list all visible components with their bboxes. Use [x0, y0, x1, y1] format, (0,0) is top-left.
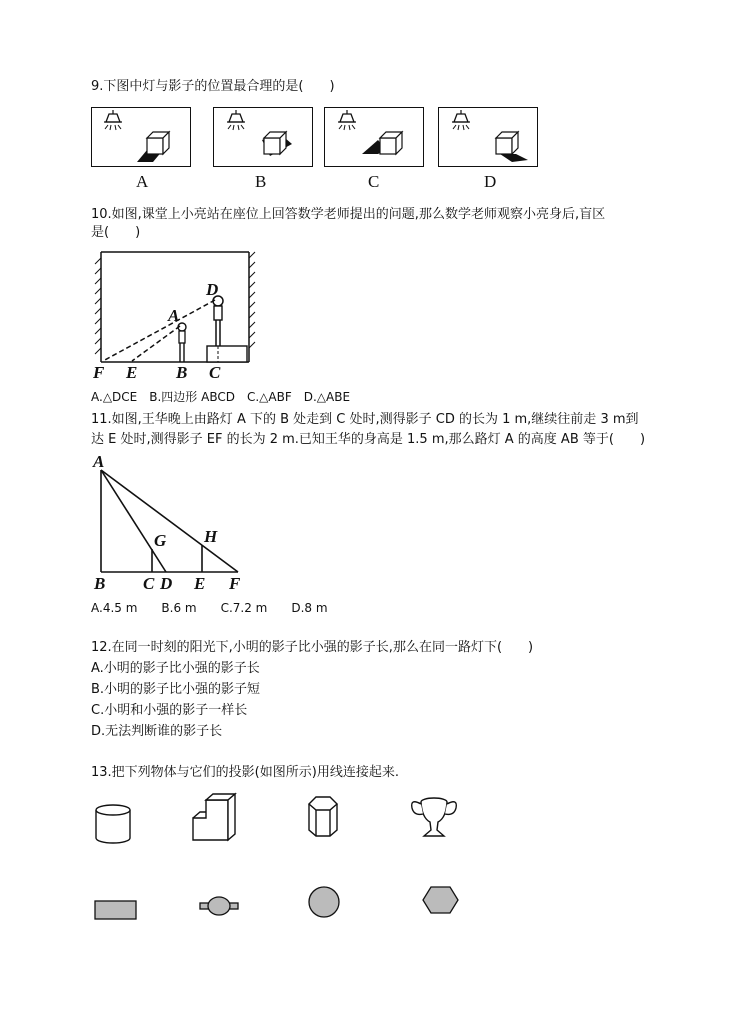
circle-projection-icon: [309, 887, 339, 917]
q10-label-b: B: [176, 363, 188, 382]
ellipse-projection-icon: [200, 897, 238, 915]
q11-label-d: D: [160, 574, 173, 593]
q10-label-a: A: [168, 306, 180, 325]
q9-option-c: C: [368, 172, 380, 191]
rectangle-projection-icon: [95, 901, 136, 919]
q10-label-d: D: [206, 280, 219, 299]
q10-label-e: E: [126, 363, 138, 382]
hexagon-projection-icon: [423, 887, 458, 913]
q11-label-c: C: [143, 574, 155, 593]
q10-text-line1: 10.如图,课堂上小亮站在座位上回答数学老师提出的问题,那么数学老师观察小亮身后,盲区: [91, 207, 606, 222]
q10-choices: A.△DCE B.四边形 ABCD C.△ABF D.△ABE: [91, 390, 351, 404]
q12-option-c: C.小明和小强的影子一样长: [91, 703, 248, 718]
q13-text: 13.把下列物体与它们的投影(如图所示)用线连接起来.: [91, 765, 399, 780]
q9-text: 9.下图中灯与影子的位置最合理的是( ): [91, 79, 335, 94]
q11-label-b: B: [94, 574, 106, 593]
trophy-cup-icon: [412, 798, 457, 836]
q12-option-d: D.无法判断谁的影子长: [91, 724, 223, 739]
q10-label-c: C: [209, 363, 221, 382]
q10-label-f: F: [93, 363, 105, 382]
q11-text-line1: 11.如图,王华晚上由路灯 A 下的 B 处走到 C 处时,测得影子 CD 的长为 1 m,继续往前走 3 m到: [91, 412, 639, 427]
q10-text-line2: 是( ): [91, 225, 141, 240]
q9-option-d: D: [484, 172, 497, 191]
q9-option-b: B: [255, 172, 267, 191]
q11-label-e: E: [194, 574, 206, 593]
q11-choices: A.4.5 m B.6 m C.7.2 m D.8 m: [91, 601, 328, 615]
q11-text-line2: 达 E 处时,测得影子 EF 的长为 2 m.已知王华的身高是 1.5 m,那么路灯 A 的高度 AB 等于( ): [91, 432, 646, 447]
q11-label-f: F: [229, 574, 241, 593]
step-block-icon: [193, 794, 235, 840]
q9-option-a: A: [136, 172, 149, 191]
q12-option-b: B.小明的影子比小强的影子短: [91, 682, 261, 697]
q11-label-g: G: [154, 531, 167, 550]
q12-option-a: A.小明的影子比小强的影子长: [91, 661, 260, 676]
hexagonal-prism-icon: [309, 797, 337, 836]
q12-text: 12.在同一时刻的阳光下,小明的影子比小强的影子长,那么在同一路灯下( ): [91, 640, 534, 655]
q11-label-a: A: [93, 452, 105, 471]
cylinder-icon: [96, 805, 130, 843]
q11-label-h: H: [204, 527, 218, 546]
